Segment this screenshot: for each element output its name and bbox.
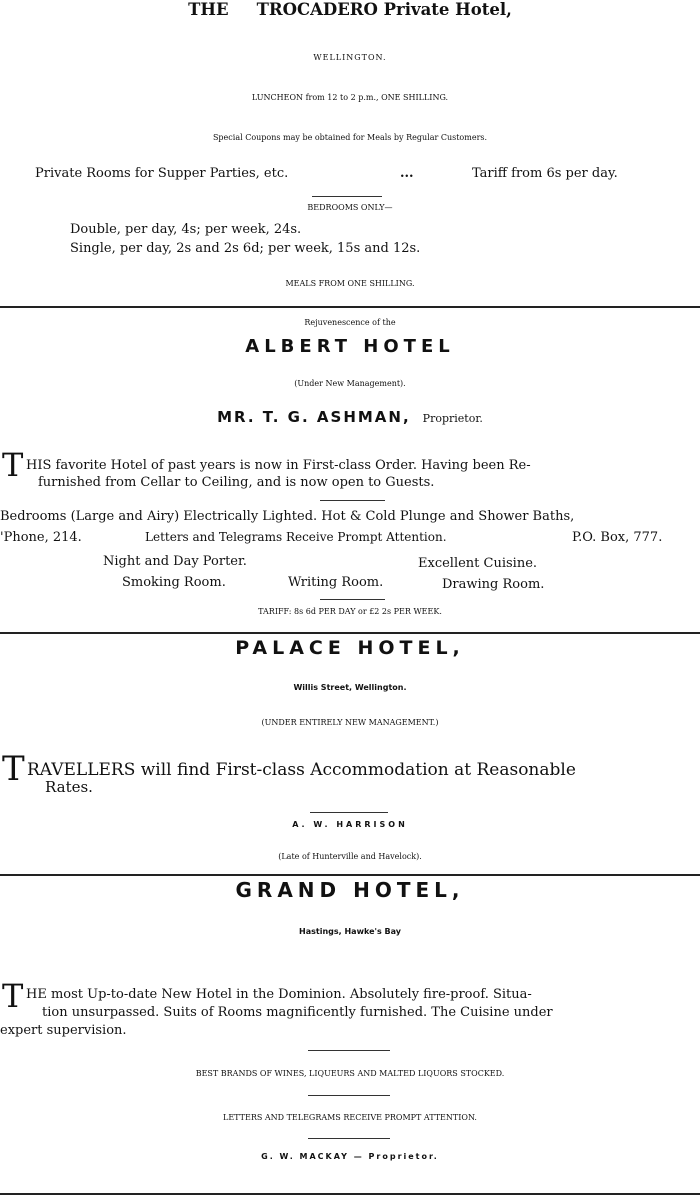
trocadero-location: WELLINGTON. [313,53,387,62]
trocadero-title-main: TROCADERO Private Hotel, [256,0,512,19]
palace-management: (UNDER ENTIRELY NEW MANAGEMENT.) [261,718,439,727]
grand-divider-3 [308,1138,390,1139]
grand-para-line1: HE most Up-to-date New Hotel in the Dominion. Absolutely fire-proof. Situa- [26,987,532,1002]
albert-drawing-room: Drawing Room. [442,577,545,592]
trocadero-rooms-dots: ... [400,166,414,181]
palace-divider [310,812,388,813]
albert-porter: Night and Day Porter. [103,554,247,569]
trocadero-coupons: Special Coupons may be obtained for Meals by Regular Customers. [212,133,488,142]
albert-proprietor [0,410,700,425]
albert-smoking-room: Smoking Room. [122,575,226,590]
albert-cuisine: Excellent Cuisine. [418,556,538,571]
section-divider-3 [0,874,700,876]
trocadero-title [0,2,700,19]
trocadero-double-rate: Double, per day, 4s; per week, 24s. [70,222,302,237]
grand-divider-1 [308,1050,390,1051]
albert-pobox: P.O. Box, 777. [572,530,663,545]
albert-tariff: TARIFF: 8s 6d PER DAY or £2 2s PER WEEK. [258,607,442,616]
trocadero-meals: MEALS FROM ONE SHILLING. [285,279,415,288]
albert-para-line1: HIS favorite Hotel of past years is now in First-class Order. Having been Re- [26,458,531,473]
grand-para-line3: expert supervision. [0,1023,127,1038]
albert-proprietor-title: Proprietor. [422,412,483,425]
palace-proprietor: A. W. HARRISON [292,820,408,829]
albert-bedrooms: Bedrooms (Large and Airy) Electrically Lighted. Hot & Cold Plunge and Shower Baths, [0,509,575,524]
trocadero-bedrooms-heading: BEDROOMS ONLY— [307,203,393,212]
trocadero-luncheon: LUNCHEON from 12 to 2 p.m., ONE SHILLING. [251,93,449,102]
trocadero-title-pre: THE [188,0,229,19]
palace-late-of: (Late of Hunterville and Havelock). [278,852,422,861]
palace-para-line1: RAVELLERS will find First-class Accommodation at Reasonable [27,760,576,780]
section-divider-1 [0,306,700,308]
albert-hotel-name: ALBERT HOTEL [245,336,455,357]
palace-hotel-name: PALACE HOTEL, [235,637,465,659]
albert-phone: 'Phone, 214. [0,530,82,545]
grand-proprietor: G. W. MACKAY — Proprietor. [261,1152,439,1161]
albert-writing-room: Writing Room. [288,575,384,590]
grand-hotel-name: GRAND HOTEL, [235,878,465,902]
albert-divider-1 [320,500,385,501]
albert-intro: Rejuvenescence of the [304,318,396,327]
trocadero-tariff: Tariff from 6s per day. [472,166,618,181]
grand-location: Hastings, Hawke's Bay [299,927,401,936]
palace-drop-cap: T [2,749,25,789]
section-divider-4 [0,1193,700,1195]
trocadero-divider [312,196,382,197]
albert-para-line2: furnished from Cellar to Ceiling, and is now open to Guests. [38,475,435,490]
grand-letters: LETTERS AND TELEGRAMS RECEIVE PROMPT ATTENTION. [223,1113,477,1122]
palace-para-line2: Rates. [45,778,93,796]
albert-drop-cap: T [2,446,24,484]
grand-drop-cap: T [2,977,24,1015]
trocadero-private-rooms: Private Rooms for Supper Parties, etc. [35,166,289,181]
albert-letters: Letters and Telegrams Receive Prompt Attention. [145,530,447,544]
trocadero-single-rate: Single, per day, 2s and 2s 6d; per week, 15s and 12s. [70,241,421,256]
albert-proprietor-name: MR. T. G. ASHMAN, [217,408,411,426]
grand-divider-2 [308,1095,390,1096]
section-divider-2 [0,632,700,634]
albert-divider-2 [320,599,385,600]
grand-brands: BEST BRANDS OF WINES, LIQUEURS AND MALTED LIQUORS STOCKED. [195,1069,505,1078]
palace-street: Willis Street, Wellington. [293,683,407,692]
grand-para-line2: tion unsurpassed. Suits of Rooms magnificently furnished. The Cuisine under [42,1005,553,1020]
albert-management: (Under New Management). [294,379,406,388]
